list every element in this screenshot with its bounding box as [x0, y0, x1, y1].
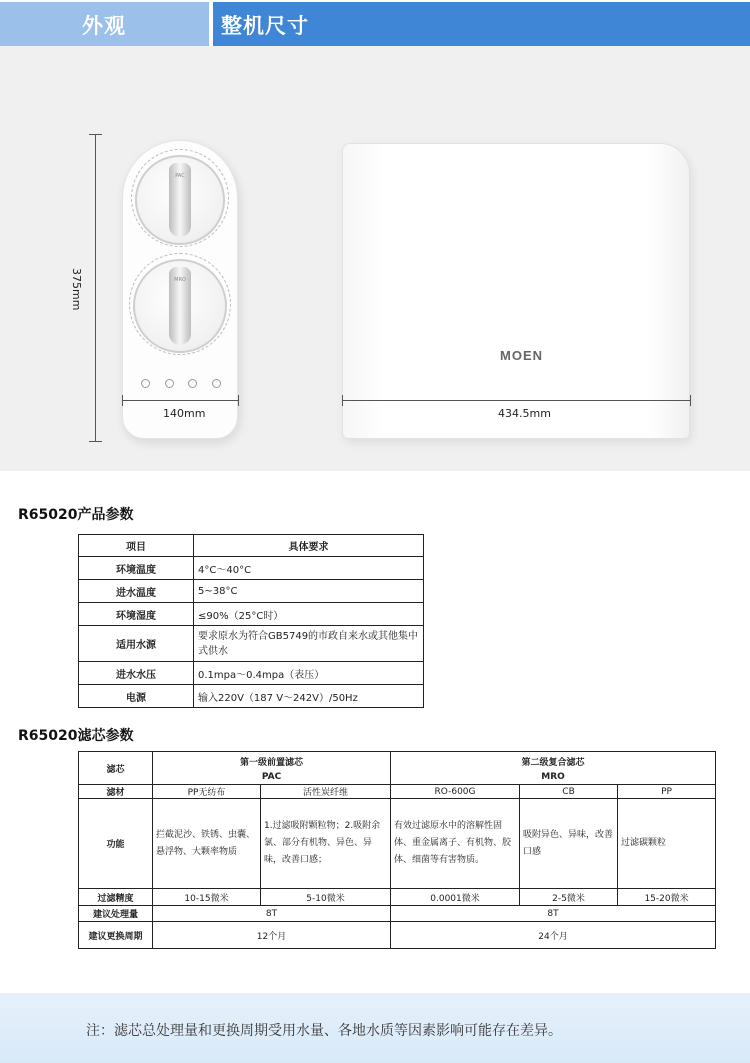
table-row: [79, 906, 716, 922]
depth-dimension-tick-right: [690, 395, 691, 406]
material-label: 滤材: [79, 785, 153, 799]
precision-cell: 15-20微米: [618, 889, 716, 906]
table-row: [79, 580, 424, 603]
knob-mro-label: MRO: [174, 277, 186, 283]
table-row: [79, 785, 716, 799]
filter-knob-mro: [133, 259, 227, 353]
width-dimension-tick-left: [122, 395, 123, 406]
tab-dimensions-label: 整机尺寸: [221, 14, 309, 38]
product-params-table: [78, 534, 424, 708]
table-row: [79, 685, 424, 708]
filter-knob-pac: [135, 155, 225, 245]
stage1-code: PAC: [261, 771, 282, 782]
purifier-side-view: [342, 143, 690, 439]
precision-cell: 0.0001微米: [391, 889, 520, 906]
param-value: ≤90%（25°C时）: [194, 603, 424, 626]
param-key: 适用水源: [79, 626, 194, 662]
function-label: 功能: [79, 799, 153, 889]
capacity-cell: 8T: [391, 906, 716, 922]
precision-cell: 2-5微米: [520, 889, 618, 906]
param-value: 输入220V（187 V～242V）/50Hz: [194, 685, 424, 708]
param-value: 4°C～40°C: [194, 557, 424, 580]
width-label: 140mm: [163, 407, 206, 420]
header-tabs: [0, 0, 750, 46]
width-dimension-tick-right: [238, 395, 239, 406]
table-row: [79, 662, 424, 685]
tab-exterior-label: 外观: [82, 14, 126, 38]
table-row: [79, 889, 716, 906]
flush-icon: ◦: [212, 379, 221, 388]
header-item: 项目: [79, 535, 194, 557]
tab-exterior[interactable]: [0, 2, 209, 46]
footnote-bar: [0, 993, 750, 1063]
material-cell: CB: [520, 785, 618, 799]
product-dimension-panel: [0, 46, 750, 471]
material-cell: RO-600G: [391, 785, 520, 799]
purifier-front-view: [122, 140, 238, 439]
width-dimension-line: [122, 400, 238, 401]
params-section-title: R65020产品参数: [18, 507, 134, 523]
stage1-header: [153, 752, 391, 785]
param-key: 环境温度: [79, 557, 194, 580]
period-cell: 12个月: [153, 922, 391, 949]
filter-life-icon: ·: [188, 379, 197, 388]
precision-cell: 5-10微米: [261, 889, 391, 906]
param-key: 环境湿度: [79, 603, 194, 626]
material-cell: 活性炭纤维: [261, 785, 391, 799]
param-value: 5~38°C: [194, 580, 424, 603]
filter-status-icon: ·: [165, 379, 174, 388]
capacity-label: 建议处理量: [79, 906, 153, 922]
table-row: [79, 922, 716, 949]
tab-dimensions[interactable]: [213, 2, 750, 46]
height-dimension-tick-top: [89, 134, 102, 135]
table-row: [79, 557, 424, 580]
precision-cell: 10-15微米: [153, 889, 261, 906]
param-value: 要求原水为符合GB5749的市政自来水或其他集中式供水: [194, 626, 424, 662]
col-filter-label: 滤芯: [79, 752, 153, 785]
period-label: 建议更换周期: [79, 922, 153, 949]
height-dimension-line: [95, 134, 96, 441]
filters-section-title: R65020滤芯参数: [18, 728, 134, 744]
param-key: 进水温度: [79, 580, 194, 603]
function-cell: 有效过滤原水中的溶解性固体、重金属离子、有机物、胶体、细菌等有害物质。: [391, 799, 520, 889]
param-value: 0.1mpa～0.4mpa（表压）: [194, 662, 424, 685]
function-cell: 拦截泥沙、铁锈、虫囊、悬浮物、大颗率物质: [153, 799, 261, 889]
material-cell: PP无纺布: [153, 785, 261, 799]
table-row: [79, 752, 716, 785]
depth-dimension-line: [342, 400, 690, 401]
height-label: 375mm: [70, 268, 83, 311]
function-cell: 1.过滤吸附颗粒物；2.吸附余氯、部分有机物、异色、异味，改善口感；: [261, 799, 391, 889]
header-requirement: 具体要求: [194, 535, 424, 557]
table-row: [79, 603, 424, 626]
capacity-cell: 8T: [153, 906, 391, 922]
filter-params-table: [78, 751, 716, 949]
table-header-row: [79, 535, 424, 557]
function-cell: 过滤碳颗粒: [618, 799, 716, 889]
table-row: [79, 799, 716, 889]
stage2-name: 第二级复合滤芯: [521, 757, 585, 768]
function-cell: 吸附异色、异味，改善口感: [520, 799, 618, 889]
knob-pac-label: PAC: [175, 173, 185, 179]
stage1-name: 第一级前置滤芯: [240, 757, 304, 768]
table-row: [79, 626, 424, 662]
precision-label: 过滤精度: [79, 889, 153, 906]
param-key: 电源: [79, 685, 194, 708]
stage2-code: MRO: [541, 771, 565, 782]
param-key: 进水水压: [79, 662, 194, 685]
height-dimension-tick-bottom: [89, 441, 102, 442]
water-drop-icon: ◦: [141, 379, 150, 388]
period-cell: 24个月: [391, 922, 716, 949]
brand-logo: MOEN: [500, 348, 543, 363]
depth-label: 434.5mm: [498, 407, 551, 420]
material-cell: PP: [618, 785, 716, 799]
front-indicator-icons: [141, 379, 221, 388]
depth-dimension-tick-left: [342, 395, 343, 406]
stage2-header: [391, 752, 716, 785]
footnote-text: 注：滤芯总处理量和更换周期受用水量、各地水质等因素影响可能存在差异。: [86, 1023, 562, 1039]
